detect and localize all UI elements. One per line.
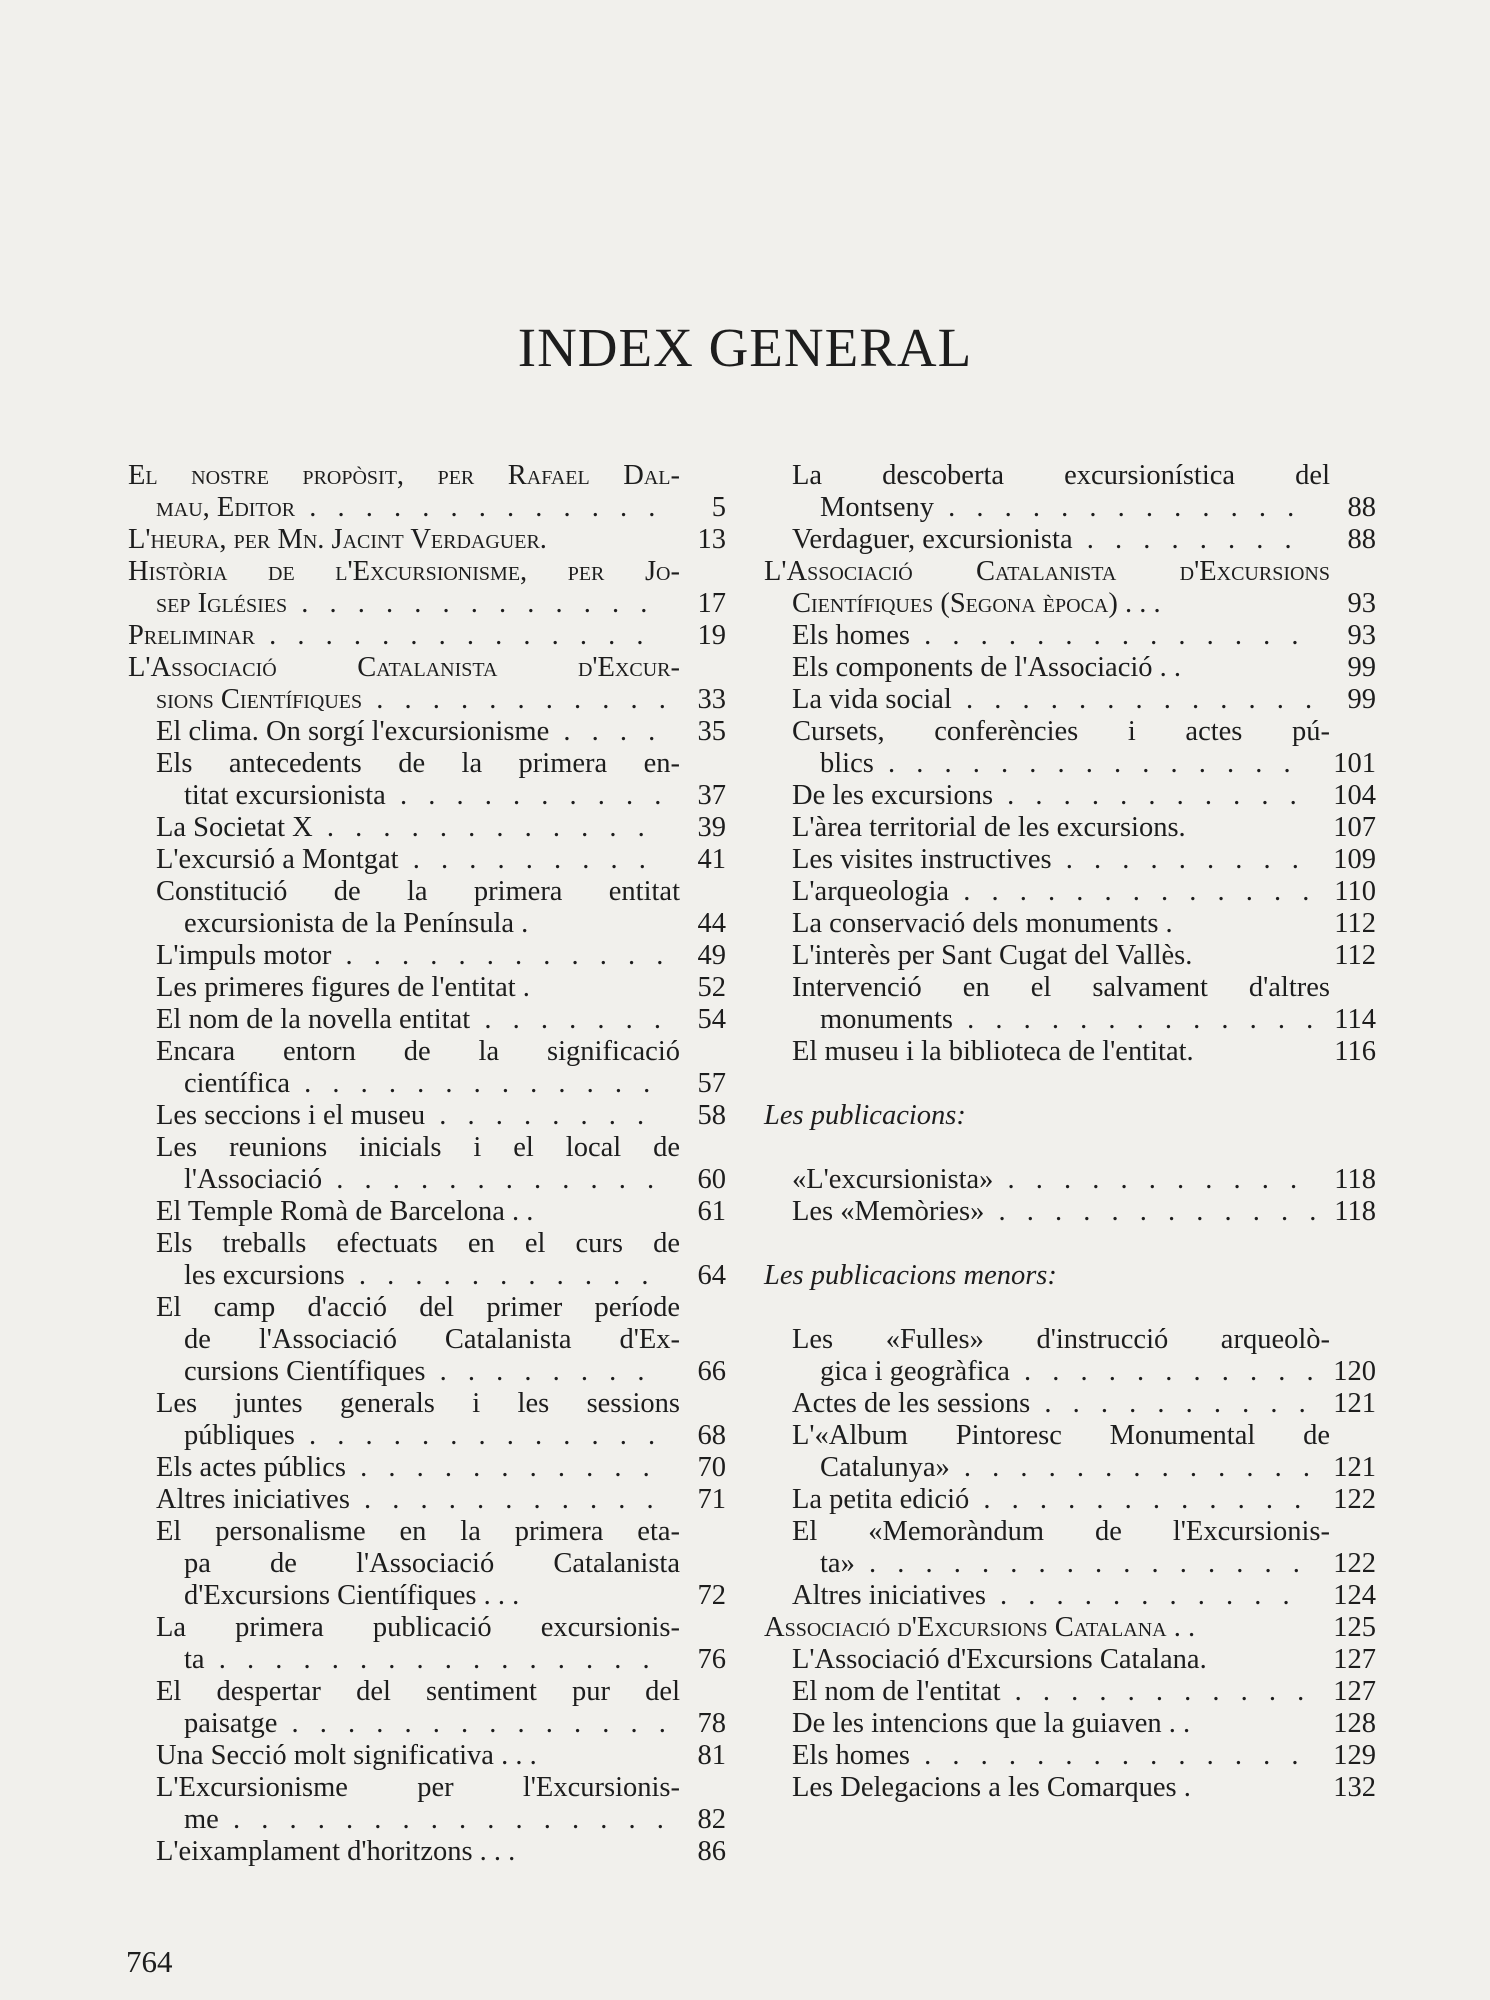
- page-ref: 101: [1333, 748, 1376, 779]
- toc-entry: [764, 1484, 1376, 1516]
- toc-entry: [128, 844, 726, 876]
- page-ref: 19: [697, 620, 726, 651]
- page-ref: 13: [697, 524, 726, 555]
- dot-leader: . . . . . . . . .: [1051, 844, 1306, 875]
- page-ref: 118: [1334, 1164, 1376, 1195]
- page-ref: 127: [1333, 1676, 1376, 1707]
- toc-entry-line: sep Iglésies . . . . . . . . . . . . .: [156, 588, 655, 619]
- toc-entry-line: Les visites instructives . . . . . . . . .: [792, 844, 1306, 875]
- toc-entry-line: Les «Fulles» d'instrucció arqueolò-: [792, 1324, 1330, 1355]
- page-ref: 86: [697, 1836, 726, 1867]
- toc-entry-line: El «Memoràndum de l'Excursionis-: [792, 1516, 1330, 1547]
- toc-entry-line: «L'excursionista» . . . . . . . . . . .: [792, 1164, 1305, 1195]
- toc-entry-line: públiques . . . . . . . . . . . . .: [184, 1420, 663, 1451]
- page-ref: 44: [697, 908, 726, 939]
- page-ref: 128: [1333, 1708, 1376, 1739]
- toc-entry: [128, 1452, 726, 1484]
- dot-leader: . . . . . . . . . . . .: [969, 1484, 1309, 1515]
- toc-entry: [764, 620, 1376, 652]
- toc-entry-line: Cursets, conferències i actes pú-: [792, 716, 1330, 747]
- toc-entry: [128, 876, 726, 940]
- toc-entry-line: L'Associació d'Excursions Catalana.: [792, 1644, 1207, 1675]
- toc-entry: [128, 940, 726, 972]
- toc-entry-line: me . . . . . . . . . . . . . . . .: [184, 1804, 671, 1835]
- toc-entry: [128, 812, 726, 844]
- dot-leader: . . . . . . . . . . . . . .: [909, 1740, 1306, 1771]
- toc-entry-line: L'«Album Pintoresc Monumental de: [792, 1420, 1330, 1451]
- toc-entry: [764, 1036, 1376, 1068]
- toc-entry-line: paisatge . . . . . . . . . . . . . .: [184, 1708, 673, 1739]
- toc-entry-line: Associació d'Excursions Catalana . .: [764, 1612, 1196, 1643]
- toc-entry-line: Constitució de la primera entitat: [156, 876, 680, 907]
- page-ref: 35: [697, 716, 726, 747]
- toc-entry: [764, 972, 1376, 1036]
- page-ref: 71: [697, 1484, 726, 1515]
- dot-leader: . . . . . . . . . . .: [993, 1164, 1305, 1195]
- toc-entry-line: La descoberta excursionística del: [792, 460, 1330, 491]
- toc-entry: [128, 748, 726, 812]
- toc-entry: [764, 812, 1376, 844]
- page-ref: 33: [697, 684, 726, 715]
- toc-entry: [128, 1292, 726, 1388]
- dot-leader: . . . . . . . . . . . . .: [294, 1420, 663, 1451]
- dot-leader: . . . . . . . . . . . . . .: [277, 1708, 673, 1739]
- page-ref: 112: [1334, 940, 1376, 971]
- dot-leader: . . . . . . . . . . .: [345, 1452, 657, 1483]
- toc-entry-line: cursions Científiques . . . . . . . .: [184, 1356, 652, 1387]
- page-ref: 81: [697, 1740, 726, 1771]
- toc-entry: [128, 1036, 726, 1100]
- toc-entry-line: titat excursionista . . . . . . . . . .: [184, 780, 669, 811]
- toc-entry: [128, 620, 726, 652]
- page-ref: 121: [1333, 1452, 1376, 1483]
- toc-entry-line: La conservació dels monuments .: [792, 908, 1173, 939]
- toc-column-right: [764, 460, 1376, 1804]
- toc-entry: [764, 1420, 1376, 1484]
- page-ref: 116: [1334, 1036, 1376, 1067]
- toc-entry: [764, 716, 1376, 780]
- dot-leader: . . . . . . . . . . . . .: [934, 492, 1302, 523]
- toc-entry: [764, 1324, 1376, 1388]
- page-ref: 114: [1334, 1004, 1376, 1035]
- toc-entry-line: d'Excursions Científiques . . .: [184, 1580, 520, 1611]
- page-ref: 107: [1333, 812, 1376, 843]
- page-ref: 118: [1334, 1196, 1376, 1227]
- dot-leader: . . . . . . . . . . .: [362, 684, 673, 715]
- toc-entry: [764, 556, 1376, 620]
- dot-leader: . . . . . . . . . . . . .: [949, 1452, 1318, 1483]
- section-spacer: [764, 1132, 1376, 1164]
- dot-leader: . . . . . . . .: [425, 1356, 652, 1387]
- toc-entry-line: Les reunions inicials i el local de: [156, 1132, 680, 1163]
- dot-leader: . . . . . . . . . . .: [1009, 1356, 1321, 1387]
- page-ref: 64: [697, 1260, 726, 1291]
- toc-entry: [128, 1772, 726, 1836]
- toc-entry-line: Catalunya» . . . . . . . . . . . . .: [820, 1452, 1318, 1483]
- toc-entry-line: pa de l'Associació Catalanista: [184, 1548, 680, 1579]
- toc-entry: [128, 1484, 726, 1516]
- toc-entry-line: Intervenció en el salvament d'altres: [792, 972, 1330, 1003]
- section-heading: Les publicacions menors:: [764, 1260, 1057, 1291]
- toc-entry-line: L'heura, per Mn. Jacint Verdaguer.: [128, 524, 547, 555]
- section-heading: Les publicacions:: [764, 1100, 966, 1131]
- toc-entry-line: El Temple Romà de Barcelona . .: [156, 1196, 534, 1227]
- toc-entry: [764, 1644, 1376, 1676]
- toc-entry-line: Els homes . . . . . . . . . . . . . .: [792, 1740, 1306, 1771]
- page-ref: 17: [697, 588, 726, 619]
- toc-entry-line: L'arqueologia . . . . . . . . . . . . .: [792, 876, 1317, 907]
- dot-leader: . . . . . . . . . . . . . . .: [873, 748, 1298, 779]
- toc-entry: [128, 524, 726, 556]
- page-ref: 57: [697, 1068, 726, 1099]
- dot-leader: . . . . . . . . . . . .: [331, 940, 671, 971]
- page-ref: 82: [697, 1804, 726, 1835]
- toc-entry: [128, 1228, 726, 1292]
- toc-entry: [764, 908, 1376, 940]
- dot-leader: . . . . . . . . . . . .: [984, 1196, 1324, 1227]
- page-ref: 109: [1333, 844, 1376, 875]
- dot-leader: . . . . . . . . . . . . . . . .: [204, 1644, 657, 1675]
- toc-entry-line: El nom de l'entitat . . . . . . . . . . .: [792, 1676, 1312, 1707]
- toc-entry: [128, 556, 726, 620]
- toc-entry-line: El personalisme en la primera eta-: [156, 1516, 680, 1547]
- toc-entry: [128, 1004, 726, 1036]
- toc-entry: [128, 1516, 726, 1612]
- page-ref: 93: [1347, 588, 1376, 619]
- dot-leader: . . . . . . . . . . . . .: [295, 492, 663, 523]
- dot-leader: . . . . . . . . . . .: [985, 1580, 1297, 1611]
- toc-entry: [128, 652, 726, 716]
- toc-entry-line: Els components de l'Associació . .: [792, 652, 1182, 683]
- toc-entry: [128, 1388, 726, 1452]
- toc-entry: [128, 1836, 726, 1868]
- page-ref: 122: [1333, 1548, 1376, 1579]
- page-ref: 88: [1347, 524, 1376, 555]
- toc-entry-line: Les «Memòries» . . . . . . . . . . . .: [792, 1196, 1324, 1227]
- page-number: 764: [126, 1944, 173, 1979]
- toc-entry: [764, 876, 1376, 908]
- toc-entry: [764, 1708, 1376, 1740]
- page-ref: 49: [697, 940, 726, 971]
- page-ref: 88: [1347, 492, 1376, 523]
- dot-leader: . . . . . . . . . . . . . . . .: [854, 1548, 1307, 1579]
- dot-leader: . . . . . . . . . . .: [349, 1484, 661, 1515]
- toc-entry-line: ta» . . . . . . . . . . . . . . . .: [820, 1548, 1307, 1579]
- toc-entry: [128, 1676, 726, 1740]
- toc-entry-line: L'eixamplament d'horitzons . . .: [156, 1836, 516, 1867]
- dot-leader: . . . . . . .: [470, 1004, 668, 1035]
- page-ref: 60: [697, 1164, 726, 1195]
- toc-entry: [764, 940, 1376, 972]
- page-ref: 5: [711, 492, 726, 523]
- toc-entry-line: ta . . . . . . . . . . . . . . . .: [184, 1644, 657, 1675]
- toc-entry-line: L'impuls motor . . . . . . . . . . . .: [156, 940, 671, 971]
- dot-leader: . . . . . . . .: [425, 1100, 652, 1131]
- toc-entry-line: gica i geogràfica . . . . . . . . . . .: [820, 1356, 1321, 1387]
- toc-entry: [764, 524, 1376, 556]
- toc-entry-line: Preliminar . . . . . . . . . . . . . .: [128, 620, 651, 651]
- page-ref: 72: [697, 1580, 726, 1611]
- toc-entry-line: El nom de la novella entitat . . . . . . .: [156, 1004, 668, 1035]
- page-title: INDEX GENERAL: [517, 317, 973, 378]
- toc-entry-line: Les seccions i el museu . . . . . . . .: [156, 1100, 652, 1131]
- toc-entry-line: de l'Associació Catalanista d'Ex-: [184, 1324, 680, 1355]
- page-ref: 68: [697, 1420, 726, 1451]
- toc-entry-line: Encara entorn de la significació: [156, 1036, 680, 1067]
- toc-entry-line: La vida social . . . . . . . . . . . . .: [792, 684, 1320, 715]
- dot-leader: . . . . . . . . . . . . . .: [909, 620, 1306, 651]
- page-ref: 54: [697, 1004, 726, 1035]
- toc-entry-line: Altres iniciatives . . . . . . . . . . .: [792, 1580, 1297, 1611]
- toc-entry: [128, 1132, 726, 1196]
- dot-leader: . . . . . . . . . . .: [1000, 1676, 1312, 1707]
- toc-entry-line: La primera publicació excursionis-: [156, 1612, 680, 1643]
- toc-column-left: [128, 460, 726, 1868]
- section-spacer: [764, 1068, 1376, 1100]
- page-ref: 66: [697, 1356, 726, 1387]
- toc-entry: [764, 1612, 1376, 1644]
- page-ref: 99: [1347, 652, 1376, 683]
- page-ref: 121: [1333, 1388, 1376, 1419]
- page-ref: 99: [1347, 684, 1376, 715]
- toc-entry-line: Els treballs efectuats en el curs de: [156, 1228, 680, 1259]
- toc-entry-line: L'excursió a Montgat . . . . . . . . .: [156, 844, 653, 875]
- toc-entry-line: La petita edició . . . . . . . . . . . .: [792, 1484, 1309, 1515]
- dot-leader: . . . . . . . . . . . . .: [287, 588, 655, 619]
- toc-entry-line: Els homes . . . . . . . . . . . . . .: [792, 620, 1306, 651]
- dot-leader: . . . . . . . . .: [398, 844, 653, 875]
- toc-entry-line: El museu i la biblioteca de l'entitat.: [792, 1036, 1194, 1067]
- toc-entry-line: les excursions . . . . . . . . . . .: [184, 1260, 656, 1291]
- page-ref: 129: [1333, 1740, 1376, 1771]
- dot-leader: . . . . . . . . . . . . .: [953, 1004, 1321, 1035]
- toc-entry-line: La Societat X . . . . . . . . . . . .: [156, 812, 652, 843]
- toc-entry: [128, 1196, 726, 1228]
- toc-entry-line: Els antecedents de la primera en-: [156, 748, 680, 779]
- toc-entry-line: l'Associació . . . . . . . . . . . .: [184, 1164, 662, 1195]
- toc-entry-line: excursionista de la Península .: [184, 908, 529, 939]
- toc-entry-line: L'interès per Sant Cugat del Vallès.: [792, 940, 1193, 971]
- toc-entry: [764, 1676, 1376, 1708]
- toc-entry-line: científica . . . . . . . . . . . . .: [184, 1068, 658, 1099]
- toc-entry-line: L'Excursionisme per l'Excursionis-: [156, 1772, 680, 1803]
- toc-entry-line: sions Científiques . . . . . . . . . . .: [156, 684, 673, 715]
- dot-leader: . . . . . . . . . . . . . .: [254, 620, 651, 651]
- page-ref: 61: [697, 1196, 726, 1227]
- toc-entry-line: Les juntes generals i les sessions: [156, 1388, 680, 1419]
- toc-entry: [764, 1388, 1376, 1420]
- toc-entry-line: mau, Editor . . . . . . . . . . . . .: [156, 492, 663, 523]
- toc-entry-line: Actes de les sessions . . . . . . . . . .: [792, 1388, 1313, 1419]
- dot-leader: . . . . . . . . . . . . .: [951, 684, 1320, 715]
- toc-entry: [128, 1612, 726, 1676]
- toc-entry-line: Les Delegacions a les Comarques .: [792, 1772, 1191, 1803]
- toc-entry: [128, 460, 726, 524]
- toc-entry-line: Història de l'Excursionisme, per Jo-: [128, 556, 680, 587]
- page-ref: 110: [1334, 876, 1376, 907]
- dot-leader: . . . . . . . . . . .: [993, 780, 1304, 811]
- toc-entry-line: El despertar del sentiment pur del: [156, 1676, 680, 1707]
- toc-entry-line: blics . . . . . . . . . . . . . . .: [820, 748, 1298, 779]
- page-ref: 78: [697, 1708, 726, 1739]
- toc-entry-line: Científiques (Segona època) . . .: [792, 588, 1161, 619]
- dot-leader: . . . . . . . . . . . . . . . .: [218, 1804, 671, 1835]
- page-ref: 124: [1333, 1580, 1376, 1611]
- dot-leader: . . . . . . . . . .: [385, 780, 669, 811]
- dot-leader: . . . . . . . . . . . .: [322, 1164, 662, 1195]
- toc-entry: [764, 1164, 1376, 1196]
- toc-entry-line: Els actes públics . . . . . . . . . . .: [156, 1452, 657, 1483]
- page-ref: 112: [1334, 908, 1376, 939]
- toc-entry-line: Altres iniciatives . . . . . . . . . . .: [156, 1484, 661, 1515]
- page-ref: 93: [1347, 620, 1376, 651]
- section-spacer: [764, 1228, 1376, 1260]
- page-ref: 37: [697, 780, 726, 811]
- page-ref: 70: [697, 1452, 726, 1483]
- toc-entry: [128, 972, 726, 1004]
- toc-entry: [128, 1740, 726, 1772]
- toc-entry: [764, 844, 1376, 876]
- page-ref: 41: [697, 844, 726, 875]
- page-ref: 104: [1333, 780, 1376, 811]
- toc-entry-line: Les primeres figures de l'entitat .: [156, 972, 530, 1003]
- toc-entry-line: De les intencions que la guiaven . .: [792, 1708, 1191, 1739]
- toc-entry-line: L'Associació Catalanista d'Excursions: [764, 556, 1330, 587]
- toc-entry-line: Montseny . . . . . . . . . . . . .: [820, 492, 1302, 523]
- toc-entry-line: El camp d'acció del primer període: [156, 1292, 680, 1323]
- dot-leader: . . . . . . . . . . . .: [312, 812, 652, 843]
- section-spacer: [764, 1292, 1376, 1324]
- page-ref: 122: [1333, 1484, 1376, 1515]
- dot-leader: . . . . . . . . . . .: [344, 1260, 656, 1291]
- page-ref: 52: [697, 972, 726, 1003]
- page-ref: 125: [1333, 1612, 1376, 1643]
- toc-entry-line: L'àrea territorial de les excursions.: [792, 812, 1186, 843]
- toc-entry: [764, 1196, 1376, 1228]
- toc-entry: [128, 1100, 726, 1132]
- dot-leader: . . . .: [549, 716, 663, 747]
- toc-entry-line: El nostre propòsit, per Rafael Dal-: [128, 460, 680, 491]
- toc-entry: [764, 652, 1376, 684]
- page-ref: 39: [697, 812, 726, 843]
- toc-entry: [764, 684, 1376, 716]
- toc-entry: [764, 780, 1376, 812]
- toc-entry-line: Verdaguer, excursionista . . . . . . . .: [792, 524, 1299, 555]
- toc-entry: [764, 1740, 1376, 1772]
- dot-leader: . . . . . . . . . .: [1030, 1388, 1313, 1419]
- page-ref: 58: [697, 1100, 726, 1131]
- page-ref: 127: [1333, 1644, 1376, 1675]
- dot-leader: . . . . . . . . . . . . .: [949, 876, 1317, 907]
- page-ref: 76: [697, 1644, 726, 1675]
- toc-entry: [764, 1772, 1376, 1804]
- page-ref: 120: [1333, 1356, 1376, 1387]
- toc-entry-line: El clima. On sorgí l'excursionisme . . . .: [156, 716, 663, 747]
- toc-entry: [764, 1580, 1376, 1612]
- dot-leader: . . . . . . . .: [1072, 524, 1299, 555]
- toc-entry-line: L'Associació Catalanista d'Excur-: [128, 652, 680, 683]
- dot-leader: . . . . . . . . . . . . .: [290, 1068, 658, 1099]
- toc-entry: [128, 716, 726, 748]
- toc-entry: [764, 460, 1376, 524]
- toc-entry-line: Una Secció molt significativa . . .: [156, 1740, 537, 1771]
- toc-entry-line: De les excursions . . . . . . . . . . .: [792, 780, 1304, 811]
- toc-entry: [764, 1516, 1376, 1580]
- page-ref: 132: [1333, 1772, 1376, 1803]
- toc-entry-line: monuments . . . . . . . . . . . . .: [820, 1004, 1321, 1035]
